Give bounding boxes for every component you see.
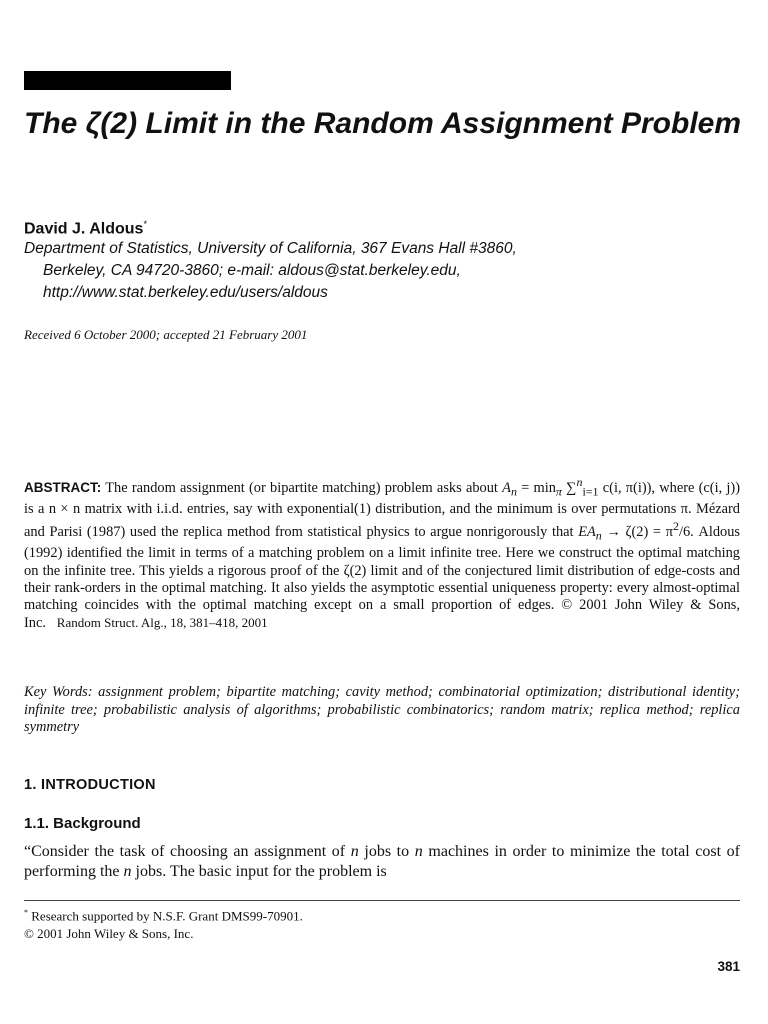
section-heading: 1. INTRODUCTION	[24, 777, 156, 793]
abstract-label: ABSTRACT:	[24, 479, 102, 495]
intro-text-2: jobs to	[358, 843, 415, 860]
citation: Random Struct. Alg., 18, 381–418, 2001	[56, 615, 268, 631]
keywords: Key Words: assignment problem; bipartite matching; cavity method; combinatorial optimization; distributional identity; infinite tree; probabilistic analysis of algorithms; probabilistic combinatorics; random matrix; replica method; replica symmetry	[24, 684, 740, 736]
abstract-eq: = min	[516, 479, 556, 496]
author-name	[24, 219, 147, 238]
affiliation-line-3: http://www.stat.berkeley.edu/users/aldous	[43, 284, 328, 301]
abstract-sum-sup: n	[576, 475, 583, 489]
abstract-text-1: The random assignment (or bipartite matching) problem asks about	[101, 479, 503, 496]
paper-title: The ζ(2) Limit in the Random Assignment Problem	[24, 107, 742, 140]
abstract-var-a: A	[502, 479, 511, 496]
intro-paragraph	[24, 842, 740, 881]
footnote-funding	[24, 908, 303, 924]
subsection-heading: 1.1. Background	[24, 815, 141, 832]
affiliation-line-2: Berkeley, CA 94720-3860; e-mail: aldous@stat.berkeley.edu,	[43, 262, 461, 279]
abstract-sub-pi: π	[555, 484, 562, 499]
footnote-mark: *	[24, 908, 28, 917]
abstract-text-4: /6. Aldous (1992) identified the limit in terms of a matching problem on a limit infinite tree. Here we construct the optimal matching on the infinite tree. This yields a rigorous proof of the ζ(2) limit and of the conjectured limit distribution of edge-costs and their rank-orders in the optimal matching. It also yields the asymptotic essential uniqueness property: every almost-optimal matching coincides with the optimal matching except on a small proportion of edges. © 2001 John Wiley & Sons, Inc.	[24, 524, 741, 632]
received-date: Received 6 October 2000; accepted 21 February 2001	[24, 327, 308, 342]
footnote-funding-text: Research supported by N.S.F. Grant DMS99-70901.	[28, 908, 303, 924]
abstract-sum: ∑	[561, 479, 577, 496]
abstract-square: 2	[672, 519, 679, 534]
affiliation	[24, 238, 744, 304]
footnote-divider	[24, 900, 740, 901]
abstract-text-2: c(i, π(i)), where (c(i, j)) is a n × n matrix with i.i.d. entries, say with exponential(1) distribution, and the minimum is over permutations π. Mézard and Parisi (1987) used the replica method from statistical physics to argue nonrigorously that	[24, 479, 741, 541]
intro-text-1: “Consider the task of choosing an assignment of	[24, 843, 351, 860]
abstract-sub-n-2: n	[595, 528, 602, 543]
abstract-var-ea: EA	[578, 524, 596, 541]
intro-var-n-3: n	[123, 862, 132, 880]
abstract-sub-n: n	[510, 484, 517, 499]
header-black-bar	[24, 71, 231, 90]
intro-var-n-1: n	[350, 843, 359, 860]
intro-text-3: machines in order to minimize the total cost of performing the	[24, 843, 741, 880]
abstract	[24, 474, 740, 633]
footnote-copyright: © 2001 John Wiley & Sons, Inc.	[24, 926, 194, 941]
affiliation-line-1: Department of Statistics, University of California, 367 Evans Hall #3860,	[24, 240, 517, 257]
abstract-text-3: → ζ(2) = π	[601, 524, 673, 541]
abstract-sum-sub: i=1	[582, 484, 599, 499]
page-number: 381	[717, 959, 740, 974]
intro-var-n-2: n	[414, 843, 423, 860]
author-footnote-mark: *	[143, 219, 147, 229]
author-text: David J. Aldous	[24, 220, 144, 238]
intro-text-4: jobs. The basic input for the problem is	[131, 862, 387, 880]
